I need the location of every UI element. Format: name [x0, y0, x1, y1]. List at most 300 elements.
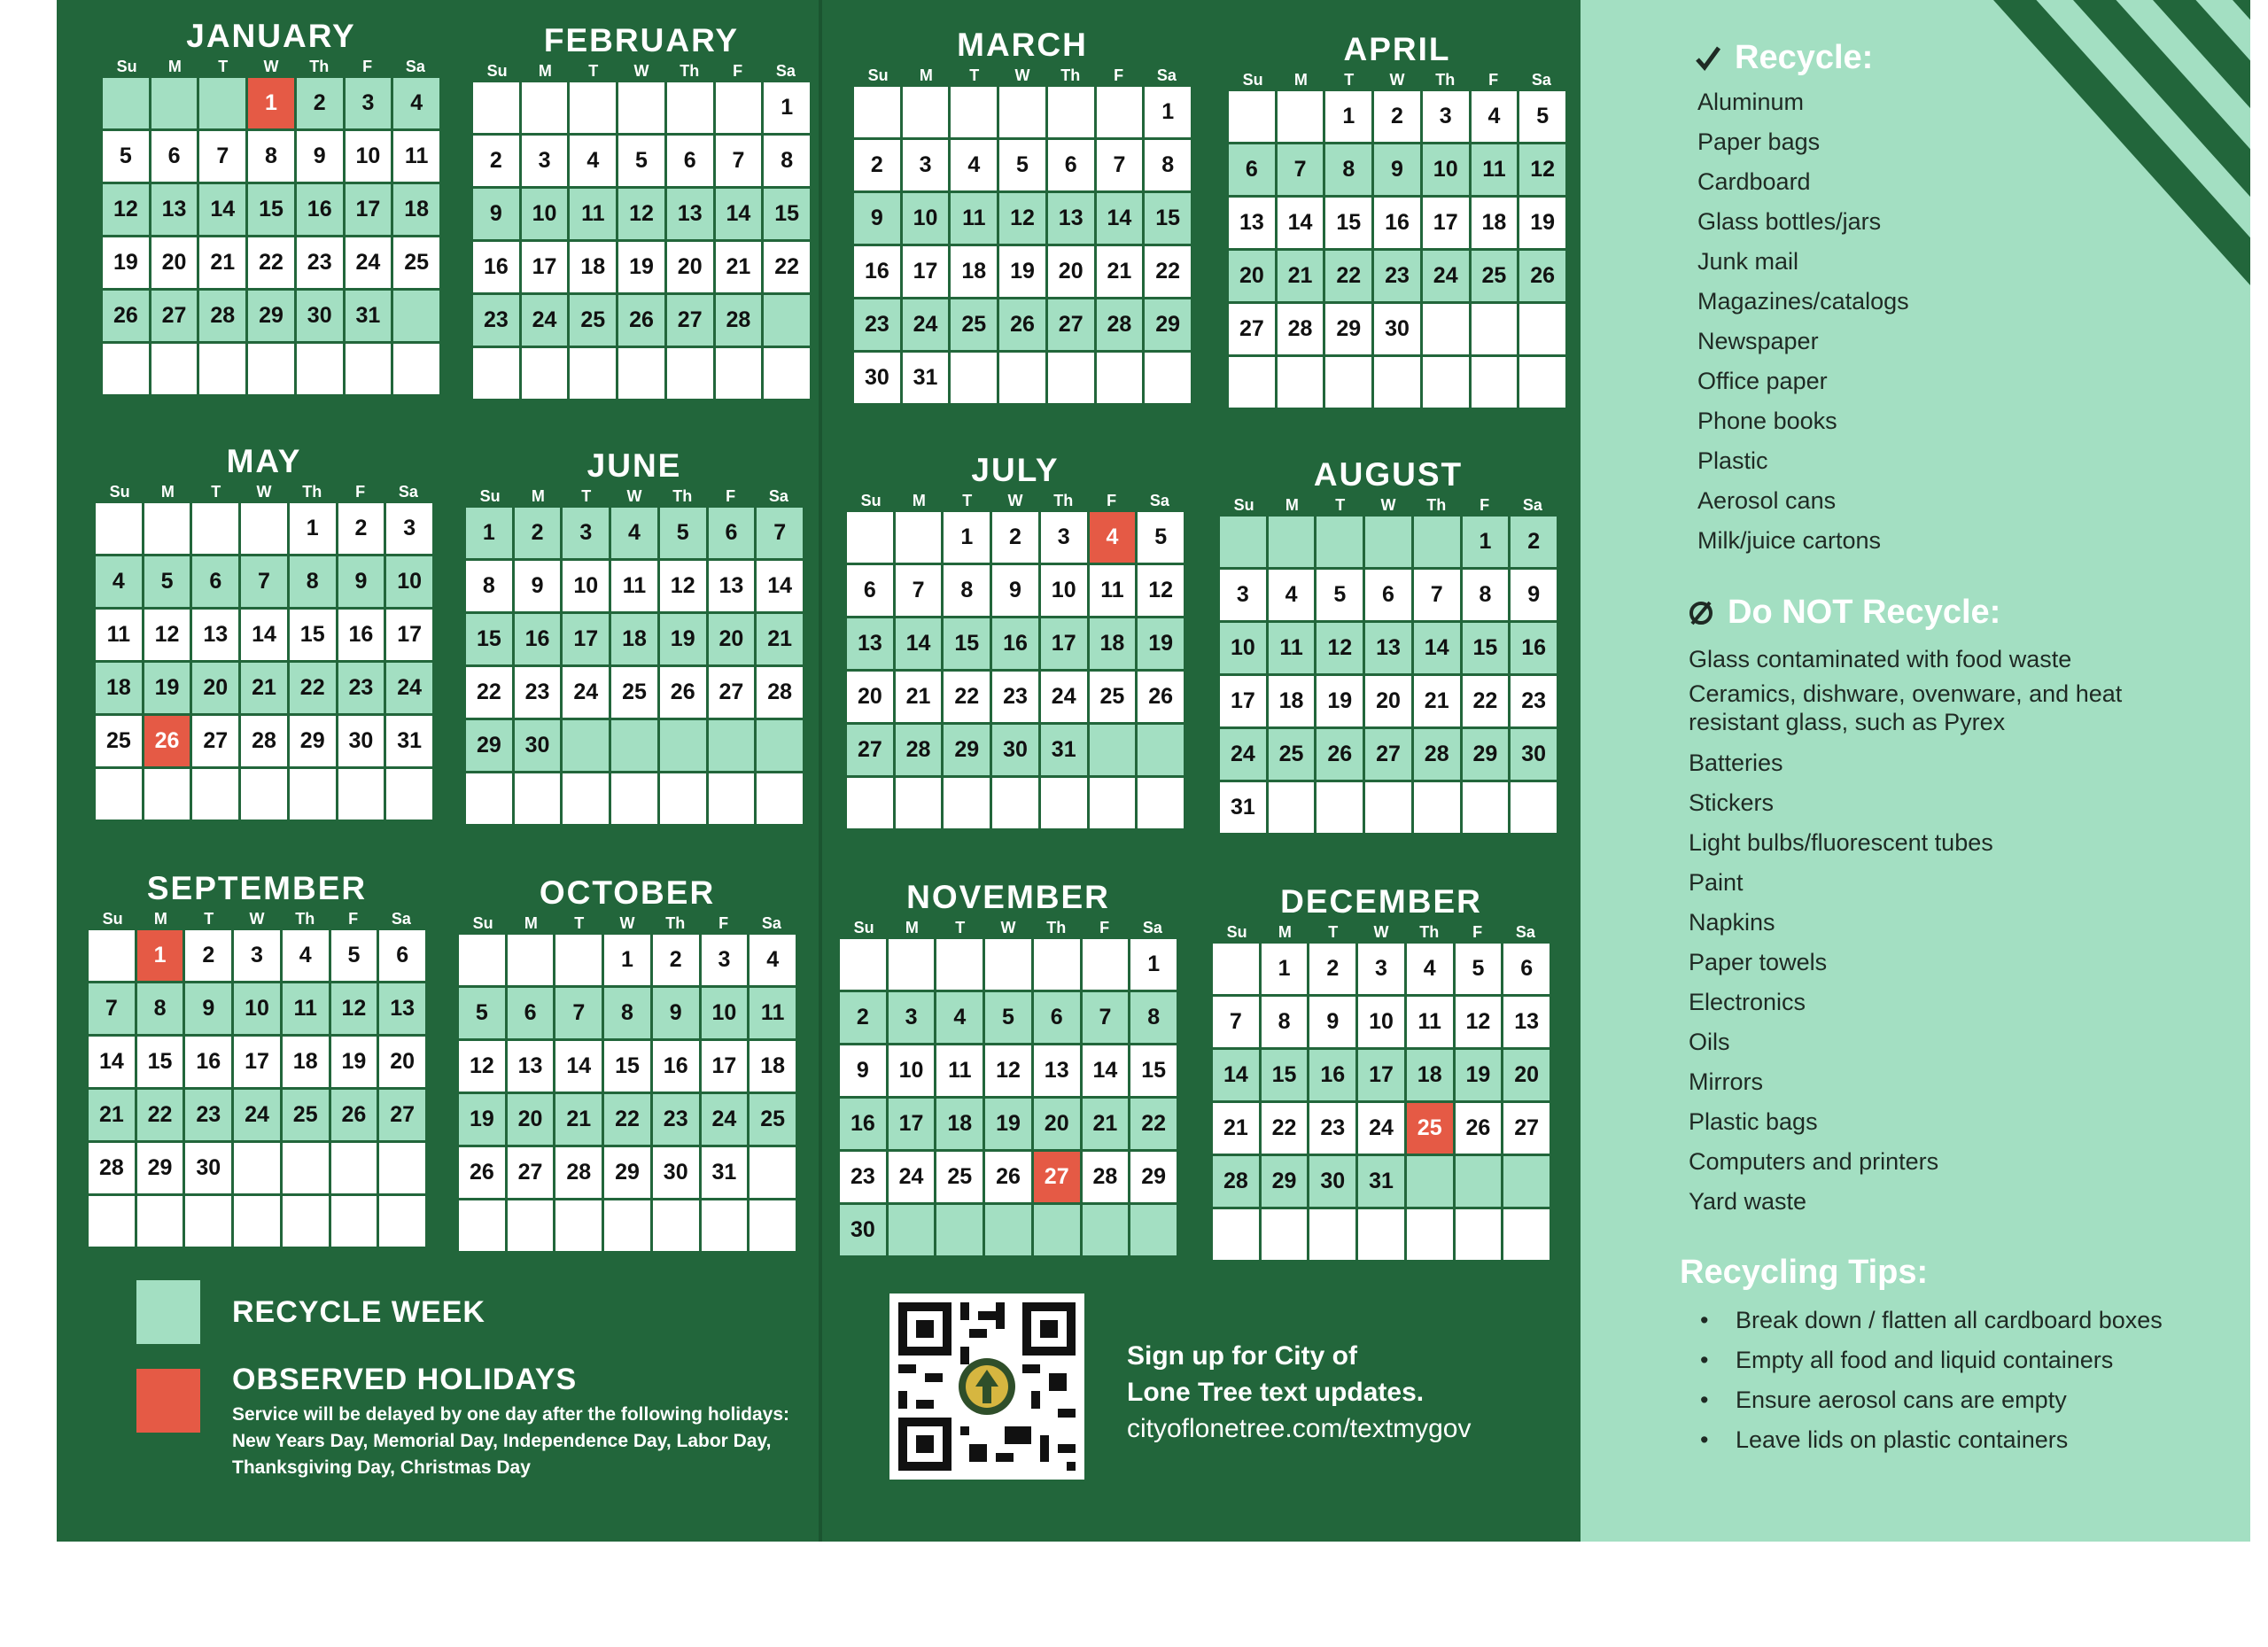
weekday-header: W	[263, 58, 279, 75]
empty-cell	[199, 344, 245, 394]
recycle-item	[1697, 441, 1909, 481]
tip-item-text: Break down / flatten all cardboard boxes	[1736, 1307, 2163, 1333]
day-cell: 12	[1317, 623, 1363, 673]
month-grid	[1229, 91, 1565, 408]
day-cell: 12	[1138, 565, 1184, 616]
day-cell: 8	[1145, 140, 1191, 190]
empty-cell	[192, 769, 238, 820]
day-cell: 20	[1365, 676, 1411, 726]
weekday-header: W	[626, 487, 642, 505]
weekday-header: F	[1480, 496, 1490, 514]
do-not-recycle-item-text: Napkins	[1689, 909, 1775, 936]
day-cell: 28	[89, 1143, 135, 1193]
day-cell: 13	[192, 610, 238, 660]
day-cell: 23	[338, 663, 384, 713]
day-cell: 14	[716, 189, 762, 239]
weekday-header: Sa	[768, 487, 788, 505]
day-cell: 6	[508, 988, 554, 1038]
day-cell: 2	[1374, 91, 1420, 142]
bullet-icon: •	[1700, 1347, 1709, 1373]
empty-cell	[185, 1196, 231, 1247]
empty-cell	[473, 82, 519, 133]
day-cell: 11	[96, 610, 142, 660]
month-grid	[847, 512, 1184, 828]
day-cell: 14	[199, 184, 245, 235]
month-may	[96, 443, 432, 820]
day-cell: 13	[847, 618, 893, 669]
recycle-item	[1697, 122, 1909, 162]
empty-cell	[764, 348, 810, 399]
day-cell: 3	[1423, 91, 1469, 142]
weekday-header: F	[718, 914, 729, 932]
empty-cell	[660, 720, 706, 771]
day-cell: 7	[241, 556, 287, 607]
empty-cell	[297, 344, 343, 394]
day-cell: 27	[1365, 729, 1411, 780]
day-cell: 23	[1309, 1103, 1355, 1154]
day-cell: 30	[338, 716, 384, 766]
tip-item	[1700, 1301, 2163, 1340]
day-cell: 19	[660, 614, 706, 664]
day-cell: 24	[1041, 672, 1087, 722]
weekday-header: F	[733, 62, 743, 80]
empty-cell	[1519, 357, 1565, 408]
day-cell: 21	[555, 1094, 602, 1145]
weekday-header: T	[969, 66, 980, 84]
bullet-icon: •	[1700, 1387, 1709, 1413]
day-cell: 30	[992, 725, 1038, 775]
day-cell: 27	[709, 667, 755, 718]
day-cell: 2	[1309, 944, 1355, 994]
day-cell: 28	[555, 1147, 602, 1198]
empty-cell	[709, 773, 755, 824]
day-cell: 11	[283, 983, 329, 1034]
do-not-recycle-item-text: Paper towels	[1689, 949, 1828, 975]
weekday-header: M	[1285, 496, 1299, 514]
recycle-item-text: Phone books	[1697, 408, 1837, 434]
day-cell: 15	[944, 618, 990, 669]
day-cell: 26	[459, 1147, 505, 1198]
day-cell: 26	[103, 291, 149, 341]
empty-cell	[570, 348, 616, 399]
day-cell: 3	[702, 935, 748, 985]
day-cell: 18	[96, 663, 142, 713]
empty-cell	[1269, 517, 1315, 567]
day-cell: 20	[847, 672, 893, 722]
day-cell: 24	[903, 299, 949, 350]
day-cell: 13	[709, 561, 755, 611]
empty-cell	[764, 295, 810, 346]
day-cell: 8	[137, 983, 183, 1034]
weekday-header: W	[1380, 496, 1396, 514]
month-grid	[1220, 517, 1557, 833]
day-cell: 20	[667, 242, 713, 292]
tip-item	[1700, 1380, 2163, 1420]
recycling-brochure	[57, 0, 2250, 1542]
empty-cell	[379, 1143, 425, 1193]
empty-cell	[1456, 1209, 1502, 1260]
day-cell: 15	[290, 610, 336, 660]
empty-cell	[515, 773, 561, 824]
empty-cell	[716, 348, 762, 399]
day-cell: 31	[1220, 782, 1266, 833]
month-april	[1229, 31, 1565, 408]
empty-cell	[1090, 778, 1136, 828]
day-cell: 6	[1503, 944, 1550, 994]
recycle-item	[1697, 361, 1909, 401]
empty-cell	[1463, 782, 1509, 833]
do-not-recycle-heading	[1687, 594, 2000, 632]
bullet-icon: •	[1700, 1307, 1709, 1333]
weekday-header: F	[1099, 919, 1110, 936]
empty-cell	[379, 1196, 425, 1247]
weekday-header-row	[466, 485, 803, 508]
tip-item-text: Ensure aerosol cans are empty	[1736, 1387, 2067, 1413]
weekday-header: Th	[1435, 71, 1456, 89]
weekday-header: Sa	[391, 910, 411, 928]
month-december	[1213, 883, 1550, 1260]
day-cell: 24	[889, 1152, 935, 1202]
day-cell: 22	[944, 672, 990, 722]
day-cell: 8	[248, 131, 294, 182]
month-title: AUGUST	[1313, 456, 1464, 493]
day-cell: 11	[611, 561, 657, 611]
day-cell: 18	[1090, 618, 1136, 669]
day-cell: 24	[1220, 729, 1266, 780]
empty-cell	[1503, 1209, 1550, 1260]
day-cell: 29	[1325, 304, 1371, 354]
day-cell: 17	[234, 1037, 280, 1087]
day-cell: 27	[1034, 1152, 1080, 1202]
day-cell: 15	[1130, 1045, 1177, 1096]
empty-cell	[611, 720, 657, 771]
weekday-header: T	[588, 62, 599, 80]
day-cell: 18	[750, 1041, 796, 1092]
day-cell: 4	[283, 930, 329, 981]
day-cell: 10	[563, 561, 609, 611]
recycle-item-text: Cardboard	[1697, 168, 1811, 195]
signup-url-link[interactable]: cityoflonetree.com/textmygov	[1127, 1414, 1472, 1443]
day-cell: 16	[653, 1041, 699, 1092]
empty-cell	[999, 87, 1045, 137]
day-cell: 27	[847, 725, 893, 775]
day-cell: 20	[709, 614, 755, 664]
empty-cell	[1048, 353, 1094, 403]
empty-cell	[951, 353, 997, 403]
do-not-recycle-item-text: Mirrors	[1689, 1068, 1763, 1095]
empty-cell	[1130, 1205, 1177, 1255]
day-cell: 31	[346, 291, 392, 341]
day-cell: 16	[1374, 198, 1420, 248]
empty-cell	[386, 769, 432, 820]
day-cell: 23	[1511, 676, 1557, 726]
weekday-header-row	[840, 916, 1177, 939]
day-cell: 14	[1097, 193, 1143, 244]
qr-code-icon[interactable]	[889, 1294, 1084, 1480]
day-cell: 22	[137, 1090, 183, 1140]
day-cell: 13	[1048, 193, 1094, 244]
empty-cell	[709, 720, 755, 771]
tips-list	[1700, 1301, 2163, 1460]
do-not-recycle-item	[1689, 1182, 2185, 1222]
empty-cell	[393, 291, 439, 341]
empty-cell	[1229, 91, 1275, 142]
observed-holidays-swatch	[136, 1369, 200, 1433]
month-title: JUNE	[586, 447, 682, 484]
empty-cell	[1213, 1209, 1259, 1260]
weekday-header: Th	[295, 910, 315, 928]
empty-cell	[889, 939, 935, 990]
weekday-header: Sa	[1142, 919, 1162, 936]
day-cell: 10	[702, 988, 748, 1038]
day-cell: 14	[555, 1041, 602, 1092]
day-cell: 18	[936, 1099, 983, 1149]
empty-cell	[346, 344, 392, 394]
day-cell: 18	[570, 242, 616, 292]
day-cell: 7	[896, 565, 942, 616]
day-cell: 1	[604, 935, 650, 985]
day-cell: 20	[1503, 1050, 1550, 1100]
recycle-item-text: Office paper	[1697, 368, 1828, 394]
recycle-item	[1697, 401, 1909, 441]
empty-cell	[618, 348, 664, 399]
day-cell: 10	[386, 556, 432, 607]
weekday-header: W	[1373, 923, 1389, 941]
day-cell: 15	[764, 189, 810, 239]
day-cell: 30	[854, 353, 900, 403]
day-cell: 23	[992, 672, 1038, 722]
day-cell: 7	[1083, 992, 1129, 1043]
empty-cell	[1220, 517, 1266, 567]
empty-cell	[1317, 782, 1363, 833]
empty-cell	[889, 1205, 935, 1255]
day-cell: 6	[1034, 992, 1080, 1043]
day-cell: 29	[1130, 1152, 1177, 1202]
day-cell: 26	[618, 295, 664, 346]
empty-cell	[653, 1200, 699, 1251]
day-cell: 26	[999, 299, 1045, 350]
weekday-header-row	[854, 64, 1191, 87]
day-cell: 18	[611, 614, 657, 664]
day-cell: 9	[653, 988, 699, 1038]
weekday-header: Th	[309, 58, 330, 75]
empty-cell	[331, 1143, 377, 1193]
day-cell: 22	[764, 242, 810, 292]
empty-cell	[137, 1196, 183, 1247]
empty-cell	[854, 87, 900, 137]
weekday-header: Su	[479, 487, 501, 505]
weekday-header: Th	[302, 483, 322, 501]
weekday-header: F	[1488, 71, 1499, 89]
day-cell: 2	[473, 136, 519, 186]
day-cell: 29	[1262, 1156, 1308, 1207]
empty-cell	[750, 1147, 796, 1198]
day-cell: 14	[89, 1037, 135, 1087]
empty-cell	[283, 1143, 329, 1193]
do-not-recycle-item-text: Glass contaminated with food waste	[1689, 646, 2072, 672]
month-january	[103, 18, 439, 394]
day-cell: 12	[1456, 997, 1502, 1047]
empty-cell	[667, 82, 713, 133]
day-cell: 27	[1503, 1103, 1550, 1154]
do-not-recycle-list	[1689, 640, 2185, 1222]
day-cell: 25	[611, 667, 657, 718]
day-cell: 27	[151, 291, 198, 341]
day-cell: 16	[515, 614, 561, 664]
day-cell: 12	[999, 193, 1045, 244]
day-cell: 5	[1456, 944, 1502, 994]
empty-cell	[1034, 939, 1080, 990]
month-grid	[459, 935, 796, 1251]
day-cell: 20	[508, 1094, 554, 1145]
day-cell: 21	[1083, 1099, 1129, 1149]
day-cell: 16	[297, 184, 343, 235]
empty-cell	[338, 769, 384, 820]
weekday-header-row	[1213, 921, 1550, 944]
empty-cell	[1472, 304, 1518, 354]
recycle-item	[1697, 82, 1909, 122]
do-not-recycle-heading-text: Do NOT Recycle:	[1728, 594, 2001, 631]
day-cell: 28	[1414, 729, 1460, 780]
day-cell: 15	[248, 184, 294, 235]
empty-cell	[331, 1196, 377, 1247]
empty-cell	[459, 1200, 505, 1251]
weekday-header: W	[1007, 492, 1023, 509]
weekday-header: F	[1472, 923, 1483, 941]
recycle-item-text: Newspaper	[1697, 328, 1819, 354]
recycle-item-text: Junk mail	[1697, 248, 1799, 275]
day-cell: 26	[1519, 251, 1565, 301]
day-cell: 25	[393, 237, 439, 288]
weekday-header: F	[1114, 66, 1124, 84]
day-cell: 16	[854, 246, 900, 297]
day-cell: 4	[96, 556, 142, 607]
empty-cell	[1138, 778, 1184, 828]
weekday-header: W	[633, 62, 649, 80]
day-cell: 8	[1325, 144, 1371, 195]
day-cell: 1	[137, 930, 183, 981]
day-cell: 24	[234, 1090, 280, 1140]
weekday-header: Th	[1060, 66, 1081, 84]
day-cell: 6	[667, 136, 713, 186]
day-cell: 25	[570, 295, 616, 346]
day-cell: 8	[1463, 570, 1509, 620]
empty-cell	[1145, 353, 1191, 403]
day-cell: 25	[283, 1090, 329, 1140]
month-title: JULY	[971, 452, 1060, 488]
tip-item	[1700, 1340, 2163, 1380]
day-cell: 16	[338, 610, 384, 660]
do-not-recycle-item-text: Yard waste	[1689, 1188, 1807, 1215]
day-cell: 15	[1145, 193, 1191, 244]
day-cell: 3	[1041, 512, 1087, 563]
weekday-header: Sa	[1515, 923, 1535, 941]
day-cell: 16	[1511, 623, 1557, 673]
day-cell: 3	[903, 140, 949, 190]
empty-cell	[199, 78, 245, 128]
day-cell: 22	[1262, 1103, 1308, 1154]
day-cell: 22	[604, 1094, 650, 1145]
empty-cell	[1090, 725, 1136, 775]
do-not-recycle-item-text: Stickers	[1689, 789, 1775, 816]
do-not-recycle-item-text: Plastic bags	[1689, 1108, 1818, 1135]
day-cell: 5	[1519, 91, 1565, 142]
day-cell: 19	[1519, 198, 1565, 248]
bullet-icon: •	[1700, 1426, 1709, 1453]
weekday-header: M	[531, 487, 545, 505]
empty-cell	[985, 1205, 1031, 1255]
day-cell: 22	[1463, 676, 1509, 726]
empty-cell	[1041, 778, 1087, 828]
day-cell: 3	[386, 503, 432, 554]
empty-cell	[1083, 939, 1129, 990]
observed-holidays-label: OBSERVED HOLIDAYS	[232, 1363, 578, 1396]
day-cell: 28	[1097, 299, 1143, 350]
empty-cell	[563, 773, 609, 824]
day-cell: 6	[709, 508, 755, 558]
day-cell: 15	[1325, 198, 1371, 248]
weekday-header: Su	[860, 492, 882, 509]
day-cell: 9	[515, 561, 561, 611]
tips-heading: Recycling Tips:	[1680, 1254, 1929, 1291]
month-march	[854, 27, 1191, 403]
day-cell: 13	[1365, 623, 1411, 673]
day-cell: 8	[290, 556, 336, 607]
weekday-header: T	[211, 483, 221, 501]
month-title: MARCH	[957, 27, 1088, 63]
day-cell: 26	[985, 1152, 1031, 1202]
day-cell: 4	[570, 136, 616, 186]
month-february	[473, 22, 810, 399]
weekday-header: T	[581, 487, 592, 505]
day-cell: 3	[1358, 944, 1404, 994]
day-cell: 21	[89, 1090, 135, 1140]
empty-cell	[144, 769, 190, 820]
day-cell: 23	[473, 295, 519, 346]
day-cell: 31	[386, 716, 432, 766]
weekday-header: Sa	[761, 914, 781, 932]
day-cell: 31	[903, 353, 949, 403]
do-not-recycle-item	[1689, 983, 2185, 1022]
day-cell: 19	[459, 1094, 505, 1145]
empty-cell	[563, 720, 609, 771]
day-cell: 1	[466, 508, 512, 558]
day-cell: 19	[103, 237, 149, 288]
do-not-recycle-item	[1689, 823, 2185, 863]
day-cell: 2	[1511, 517, 1557, 567]
day-cell: 21	[1097, 246, 1143, 297]
weekday-header-row	[96, 480, 432, 503]
day-cell: 2	[992, 512, 1038, 563]
day-cell: 1	[1145, 87, 1191, 137]
day-cell: 10	[346, 131, 392, 182]
day-cell: 10	[1041, 565, 1087, 616]
day-cell: 14	[1213, 1050, 1259, 1100]
day-cell: 18	[1407, 1050, 1453, 1100]
day-cell: 19	[985, 1099, 1031, 1149]
empty-cell	[1213, 944, 1259, 994]
weekday-header: Sa	[1531, 71, 1551, 89]
day-cell: 1	[1262, 944, 1308, 994]
empty-cell	[103, 344, 149, 394]
empty-cell	[555, 1200, 602, 1251]
signup-line-1: Sign up for City of	[1127, 1341, 1357, 1371]
day-cell: 19	[999, 246, 1045, 297]
recycle-item-text: Aluminum	[1697, 89, 1805, 115]
weekday-header: T	[955, 919, 966, 936]
weekday-header: Sa	[405, 58, 425, 75]
weekday-header: F	[355, 483, 366, 501]
